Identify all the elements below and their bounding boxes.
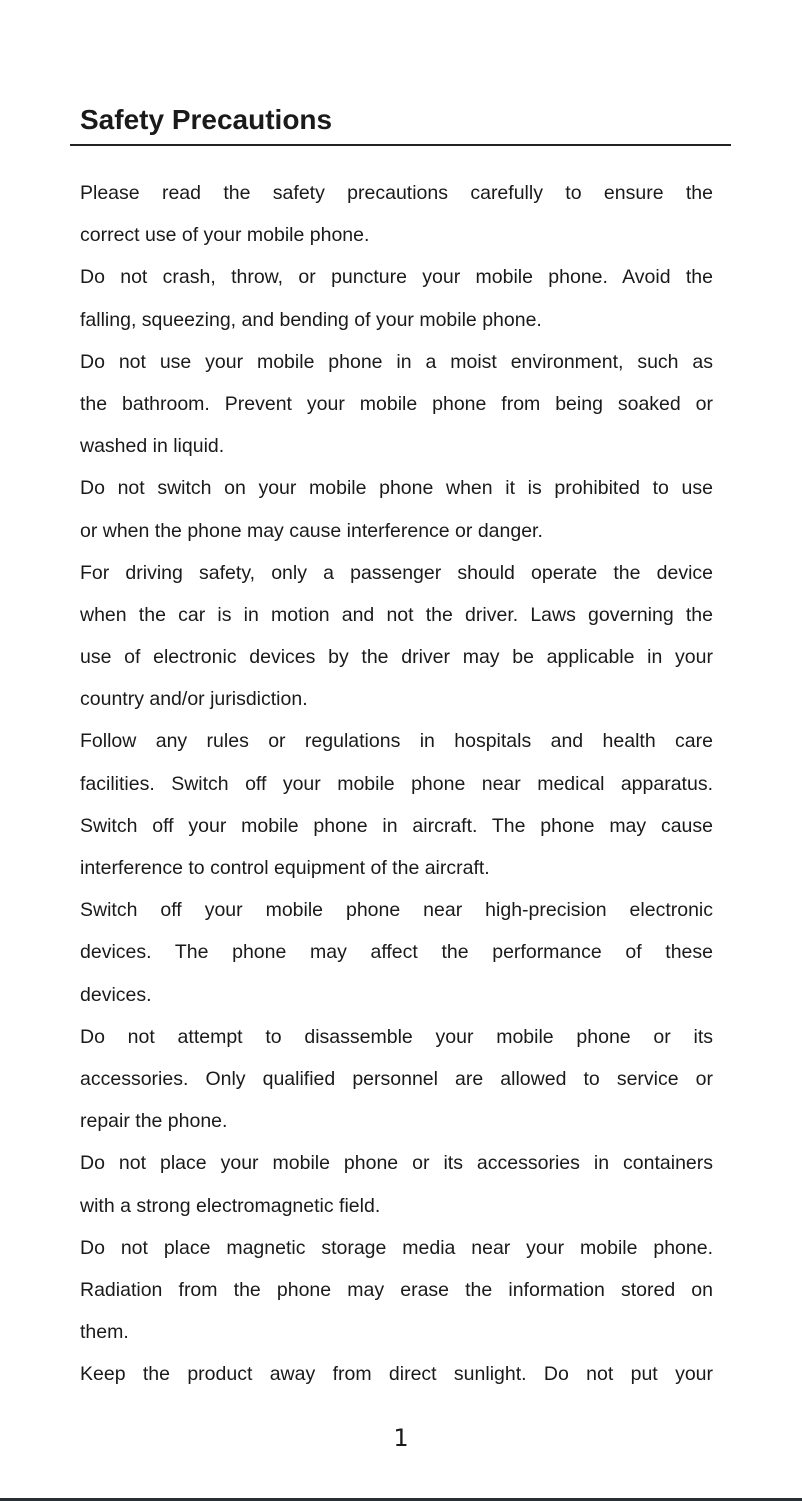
paragraph (80, 261, 713, 345)
text-line: accessories. Only qualified personnel are allowed to service or (80, 1067, 713, 1090)
paragraph (80, 1358, 713, 1400)
text-line: falling, squeezing, and bending of your mobile phone. (80, 308, 542, 331)
paragraph (80, 725, 713, 809)
page-number: 1 (393, 1424, 409, 1452)
text-line: Keep the product away from direct sunlight. Do not put your (80, 1363, 713, 1386)
paragraph (80, 1147, 713, 1231)
paragraph (80, 894, 713, 1021)
text-line: devices. The phone may affect the performance of these (80, 941, 713, 964)
text-line: country and/or jurisdiction. (80, 688, 308, 711)
text-line: Do not attempt to disassemble your mobile phone or its (80, 1025, 713, 1048)
text-line: Do not use your mobile phone in a moist environment, such as (80, 350, 713, 373)
paragraph (80, 557, 713, 726)
paragraph (80, 810, 713, 894)
text-line: correct use of your mobile phone. (80, 224, 370, 247)
text-line: Do not switch on your mobile phone when it is prohibited to use (80, 477, 713, 500)
text-line: use of electronic devices by the driver may be applicable in your (80, 646, 713, 669)
paragraph (80, 177, 713, 261)
text-line: them. (80, 1321, 129, 1344)
text-line: Switch off your mobile phone in aircraft. The phone may cause (80, 814, 713, 837)
text-line: repair the phone. (80, 1110, 228, 1133)
text-line: For driving safety, only a passenger should operate the device (80, 561, 713, 584)
text-line: or when the phone may cause interference or danger. (80, 519, 543, 542)
document-body (80, 177, 713, 1400)
paragraph (80, 346, 713, 473)
text-line: Follow any rules or regulations in hospitals and health care (80, 730, 713, 753)
paragraph (80, 1232, 713, 1359)
text-line: the bathroom. Prevent your mobile phone from being soaked or (80, 392, 713, 415)
paragraph (80, 1021, 713, 1148)
text-line: Radiation from the phone may erase the information stored on (80, 1278, 713, 1301)
text-line: Please read the safety precautions carefully to ensure the (80, 182, 713, 204)
text-line: interference to control equipment of the aircraft. (80, 857, 490, 879)
text-line: Do not place magnetic storage media near your mobile phone. (80, 1236, 713, 1259)
title-underline (70, 144, 731, 146)
text-line: Do not crash, throw, or puncture your mobile phone. Avoid the (80, 266, 713, 289)
text-line: with a strong electromagnetic field. (80, 1194, 381, 1217)
text-line: Switch off your mobile phone near high-precision electronic (80, 899, 713, 922)
paragraph (80, 472, 713, 556)
text-line: washed in liquid. (80, 435, 225, 458)
text-line: Do not place your mobile phone or its accessories in containers (80, 1152, 713, 1175)
page-title: Safety Precautions (80, 104, 333, 135)
text-line: facilities. Switch off your mobile phone near medical apparatus. (80, 772, 713, 795)
text-line: when the car is in motion and not the driver. Laws governing the (80, 603, 713, 626)
text-line: devices. (80, 983, 152, 1006)
